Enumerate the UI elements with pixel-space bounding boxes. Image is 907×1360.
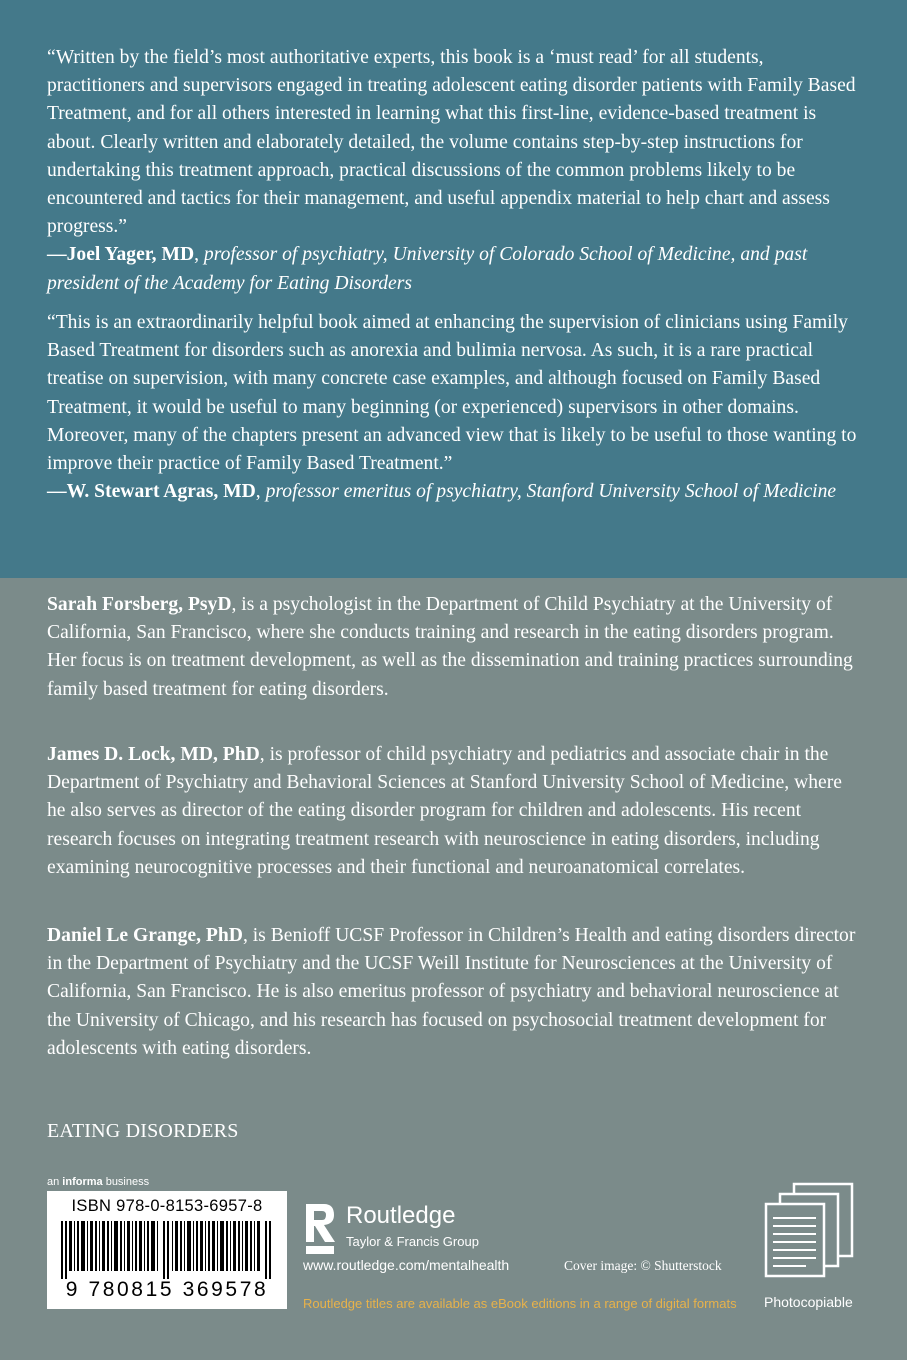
endorser-name: —W. Stewart Agras, MD bbox=[47, 481, 256, 503]
isbn-label: ISBN 978-0-8153-6957-8 bbox=[71, 1197, 263, 1215]
endorser-role: professor emeritus of psychiatry, Stanford University School of Medicine bbox=[265, 481, 837, 503]
author-name: James D. Lock, MD, PhD bbox=[47, 744, 260, 765]
endorser-role: professor of psychiatry, University of Colorado School of Medicine, and past president of the Academy for Eating Disorders bbox=[47, 244, 808, 294]
author-bio-text: , is a psychologist in the Department of Child Psychiatry at the University of California, San Francisco, where she conducts training and research in the eating disorders program. Her focus is on treatment development, as well as the dissemination and training practices surrounding family based treatment for eating disorders. bbox=[47, 594, 853, 700]
informa-suffix: business bbox=[102, 1176, 150, 1188]
subject-category: EATING DISORDERS bbox=[47, 1120, 239, 1142]
photocopiable-label: Photocopiable bbox=[764, 1294, 853, 1310]
endorser-name: —Joel Yager, MD bbox=[47, 244, 195, 266]
publisher-group: Taylor & Francis Group bbox=[346, 1234, 479, 1249]
endorsement-quote: “Written by the field’s most authoritative experts, this book is a ‘must read’ for all students, practitioners and supervisors engaged in treating adolescent eating disorder patients with Family Based Treatment, and for all others interested in learning what this first-line, evidence-based treatment is about. Clearly written and elaborately detailed, the volume contains step-by-step instructions for undertaking this treatment approach, practical discussions of the common problems likely to be encountered and tactics for their management, and useful appendix material to help chart and assess progress.” bbox=[47, 47, 856, 238]
author-bio-3 bbox=[47, 922, 862, 1063]
informa-prefix: an bbox=[47, 1176, 63, 1188]
informa-tagline bbox=[47, 1176, 149, 1188]
barcode-block bbox=[47, 1191, 287, 1309]
routledge-logo-icon bbox=[302, 1202, 338, 1256]
cover-credit: Cover image: © Shutterstock bbox=[564, 1258, 722, 1273]
ebook-note: Routledge titles are available as eBook editions in a range of digital formats bbox=[303, 1296, 737, 1311]
author-bio-2 bbox=[47, 741, 862, 882]
author-bio-text: , is Benioff UCSF Professor in Children’s Health and eating disorders director in the Department of Psychiatry and the UCSF Weill Institute for Neurosciences at the University of California, San Francisco. He is also emeritus professor of psychiatry and behavioral neuroscience at the University of Chicago, and his research has focused on psychosocial treatment development for adolescents with eating disorders. bbox=[47, 925, 856, 1059]
author-bio-1 bbox=[47, 591, 862, 704]
photocopy-pages-icon bbox=[760, 1180, 855, 1292]
endorsement-1: “Written by the field’s most authoritative experts, this book is a ‘must read’ for all students, practitioners and supervisors engaged in treating adolescent eating disorder patients with Family Based Treatment, and for all others interested in learning what this first-line, evidence-based treatment is about. Clearly written and elaborately detailed, the volume contains step-by-step instructions for undertaking this treatment approach, practical discussions of the common problems likely to be encountered and tactics for their management, and useful appendix material to help chart and assess progress.” —Joel Yager, MD, professor of psychiatry, University of Colorado School of Medicine, and past president of the Academy for Eating Disorders bbox=[47, 47, 856, 294]
author-bio-text: , is professor of child psychiatry and pediatrics and associate chair in the Department of Psychiatry and Behavioral Sciences at Stanford University School of Medicine, where he also serves as director of the eating disorder program for children and adolescents. His recent research focuses on integrating treatment research with neuroscience in eating disorders, including examining neurocognitive processes and their functional and neuroanatomical correlates. bbox=[47, 744, 842, 878]
barcode-icon bbox=[61, 1221, 273, 1279]
publisher-name: Routledge bbox=[346, 1202, 456, 1229]
publisher-url[interactable]: www.routledge.com/mentalhealth bbox=[303, 1257, 510, 1273]
endorsement-2: “This is an extraordinarily helpful book aimed at enhancing the supervision of clinicians using Family Based Treatment for disorders such as anorexia and bulimia nervosa. As such, it is a rare practical treatise on supervision, with many concrete case examples, and although focused on Family Based Treatment, it would be useful to many beginning (or experienced) supervisors in other domains. Moreover, many of the chapters present an advanced view that is likely to be useful to those wanting to improve their practice of Family Based Treatment.” —W. Stewart Agras, MD, professor emeritus of psychiatry, Stanford University School of Medicine bbox=[47, 312, 857, 503]
endorsement-quote: “This is an extraordinarily helpful book aimed at enhancing the supervision of clinicians using Family Based Treatment for disorders such as anorexia and bulimia nervosa. As such, it is a rare practical treatise on supervision, with many concrete case examples, and although focused on Family Based Treatment, it would be useful to many beginning (or experienced) supervisors in other domains. Moreover, many of the chapters present an advanced view that is likely to be useful to those wanting to improve their practice of Family Based Treatment.” bbox=[47, 312, 857, 475]
author-name: Sarah Forsberg, PsyD bbox=[47, 594, 232, 615]
author-name: Daniel Le Grange, PhD bbox=[47, 925, 243, 946]
informa-brand: informa bbox=[62, 1176, 103, 1188]
barcode-number: 9 780815 369578 bbox=[65, 1278, 269, 1301]
